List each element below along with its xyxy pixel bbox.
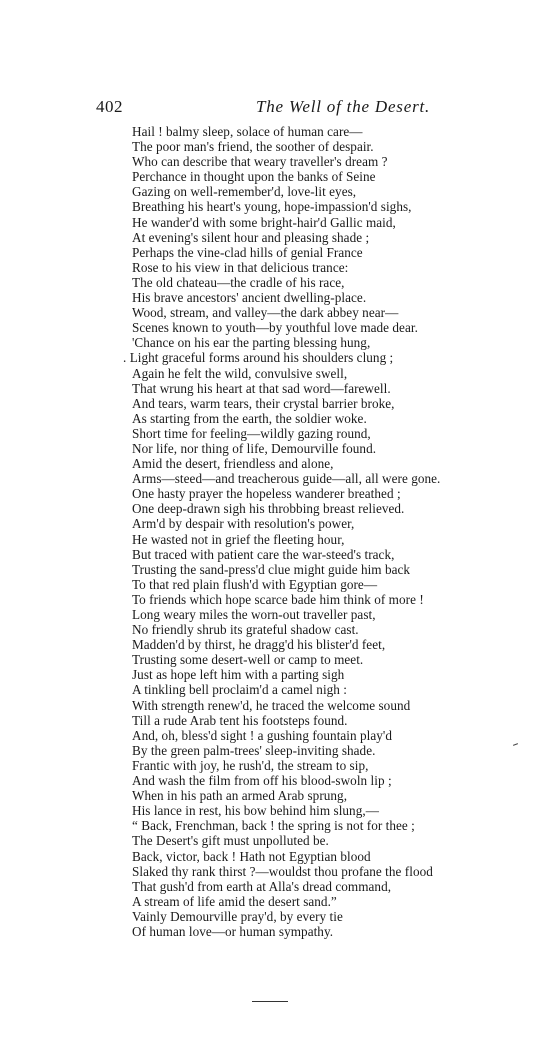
poem-line: Scenes known to youth—by youthful love made dear. [132, 320, 418, 336]
poem-line: And wash the film from off his blood-swoln lip ; [132, 773, 392, 789]
poem-line: To that red plain flush'd with Egyptian gore— [132, 576, 378, 592]
poem-line: At evening's silent hour and pleasing shade ; [132, 229, 370, 245]
poem-line: Breathing his heart's young, hope-impassion'd sighs, [132, 199, 412, 215]
poem-line: Perchance in thought upon the banks of Seine [132, 169, 376, 185]
poem-line: Amid the desert, friendless and alone, [132, 456, 334, 472]
poem-line: That gush'd from earth at Alla's dread command, [132, 878, 392, 894]
poem-line: Who can describe that weary traveller's dream ? [132, 154, 388, 170]
poem-line: He wander'd with some bright-hair'd Gallic maid, [132, 214, 396, 230]
poem-line: That wrung his heart at that sad word—farewell. [132, 380, 391, 396]
poem-line: And, oh, bless'd sight ! a gushing fountain play'd [132, 727, 392, 743]
poem-line: Just as hope left him with a parting sigh [132, 667, 345, 683]
poem-line: Arms—steed—and treacherous guide—all, all were gone. [132, 471, 441, 487]
poem-line: Vainly Demourville pray'd, by every tie [132, 908, 343, 924]
poem-line: A tinkling bell proclaim'd a camel nigh : [132, 682, 348, 698]
poem-line: Wood, stream, and valley—the dark abbey near— [132, 305, 399, 321]
poem-line: His lance in rest, his bow behind him slung,— [132, 803, 379, 819]
poem-line: One deep-drawn sigh his throbbing breast relieved. [132, 501, 405, 517]
poem-line: The old chateau—the cradle of his race, [132, 274, 345, 290]
poem-line: Of human love—or human sympathy. [132, 923, 334, 939]
poem-line: Trusting the sand-press'd clue might guide him back [132, 561, 411, 577]
page-number: 402 [96, 97, 123, 116]
poem-line: To friends which hope scarce bade him think of more ! [132, 591, 424, 607]
poem-line: By the green palm-trees' sleep-inviting shade. [132, 742, 376, 758]
poem-line: Slaked thy rank thirst ?—wouldst thou profane the flood [132, 863, 433, 879]
poem-line: Rose to his view in that delicious trance: [132, 259, 349, 275]
poem-line: Long weary miles the worn-out traveller past, [132, 607, 376, 622]
poem-line: He wasted not in grief the fleeting hour, [132, 531, 345, 547]
poem-line: But traced with patient care the war-steed's track, [132, 546, 395, 562]
poem-line: . Light graceful forms around his shoulders clung ; [123, 350, 394, 366]
running-title: The Well of the Desert. [256, 97, 431, 116]
end-rule [252, 1001, 288, 1002]
poem-line: Back, victor, back ! Hath not Egyptian blood [132, 848, 371, 864]
poem-text [123, 124, 532, 939]
poem-line: No friendly shrub its grateful shadow cast. [132, 622, 359, 638]
poem-line: Madden'd by thirst, he dragg'd his blister'd feet, [132, 637, 386, 653]
page-header [96, 97, 436, 121]
poem-line: Hail ! balmy sleep, solace of human care— [132, 124, 363, 139]
poem-line: Gazing on well-remember'd, love-lit eyes, [132, 184, 357, 200]
poem-line: When in his path an armed Arab sprung, [132, 788, 348, 804]
poem-line: Arm'd by despair with resolution's power, [132, 516, 355, 532]
poem-line: 'Chance on his ear the parting blessing hung, [132, 335, 371, 351]
poem-line: The Desert's gift must unpolluted be. [132, 833, 329, 849]
poem-line: And tears, warm tears, their crystal barrier broke, [132, 395, 395, 411]
poem-line: Till a rude Arab tent his footsteps found. [132, 712, 348, 728]
poem-line: A stream of life amid the desert sand.” [132, 893, 337, 909]
poem-line: Short time for feeling—wildly gazing round, [132, 425, 371, 441]
poem-line: Nor life, nor thing of life, Demourville found. [132, 440, 377, 456]
poem-line: “ Back, Frenchman, back ! the spring is not for thee ; [132, 818, 415, 834]
poem-line: Trusting some desert-well or camp to meet. [132, 652, 364, 668]
poem-line: With strength renew'd, he traced the welcome sound [132, 697, 411, 713]
poem-line: Again he felt the wild, convulsive swell, [132, 365, 348, 381]
poem-line: Perhaps the vine-clad hills of genial France [132, 244, 363, 260]
poem-line: Frantic with joy, he rush'd, the stream to sip, [132, 757, 369, 773]
poem-line: As starting from the earth, the soldier woke. [132, 410, 367, 426]
poem-line: One hasty prayer the hopeless wanderer breathed ; [132, 486, 401, 502]
poem-line: The poor man's friend, the soother of despair. [132, 139, 374, 155]
poem-line: His brave ancestors' ancient dwelling-place. [132, 290, 367, 306]
